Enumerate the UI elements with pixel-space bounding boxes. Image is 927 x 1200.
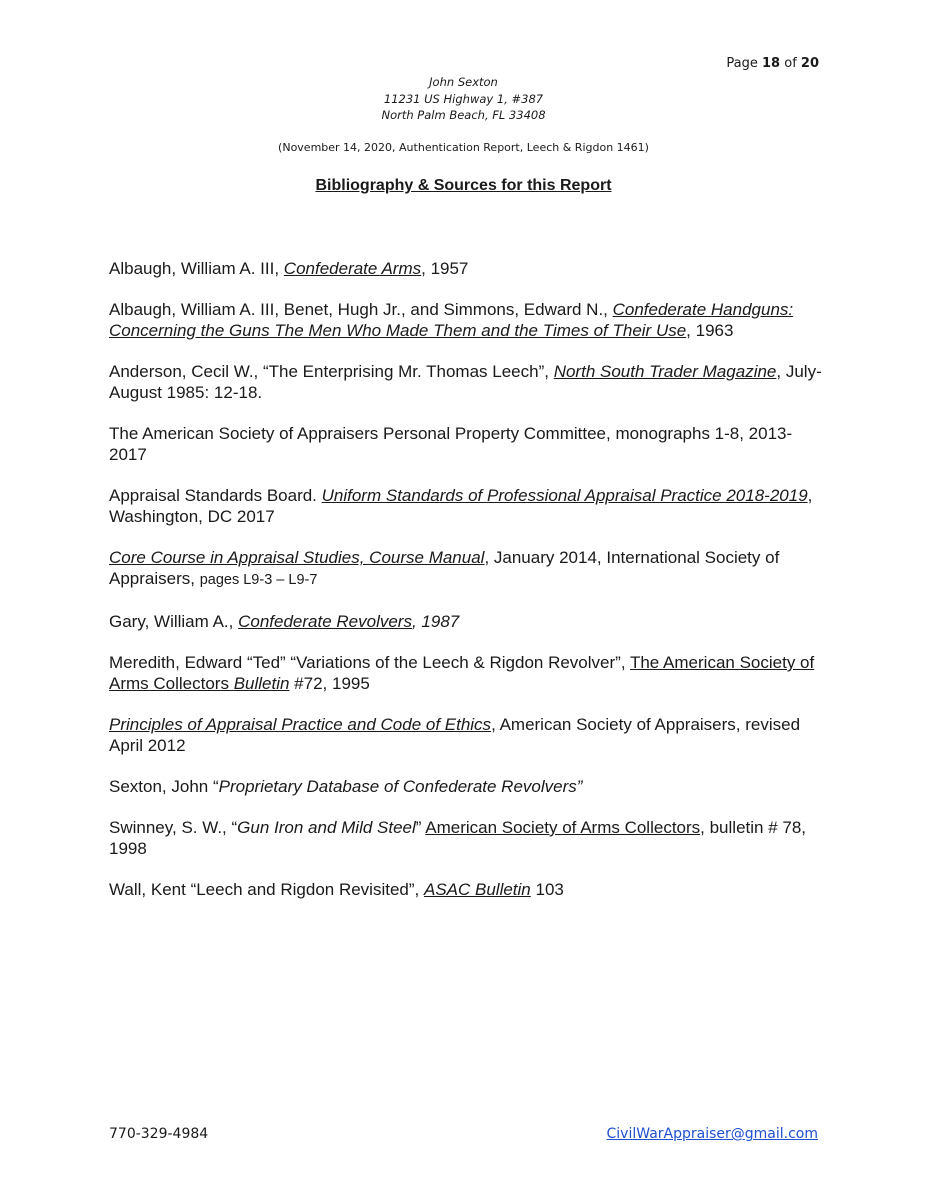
bibliography-entry: Sexton, John “Proprietary Database of Confederate Revolvers”: [109, 777, 583, 796]
report-reference: (November 14, 2020, Authentication Report, Leech & Rigdon 1461): [278, 141, 649, 154]
bibliography-entry: Swinney, S. W., “Gun Iron and Mild Steel” American Society of Arms Collectors, bulletin # 78, 1998: [109, 818, 807, 858]
bibliography-list: [109, 258, 829, 920]
page-number: Page 18 of 20: [726, 56, 819, 71]
bibliography-entry: Albaugh, William A. III, Confederate Arms, 1957: [109, 259, 469, 278]
bibliography-entry: Wall, Kent “Leech and Rigdon Revisited”, ASAC Bulletin 103: [109, 880, 564, 899]
bibliography-entry: Gary, William A., Confederate Revolvers, 1987: [109, 612, 460, 631]
bibliography-entry: Albaugh, William A. III, Benet, Hugh Jr., and Simmons, Edward N., Confederate Handguns: Concerning the Guns The Men Who Made Them and the Times of Their Use, 1963: [109, 300, 794, 340]
bibliography-entry: Principles of Appraisal Practice and Code of Ethics, American Society of Appraisers, revised April 2012: [109, 715, 801, 755]
author-header: [0, 74, 927, 124]
author-address-line2: North Palm Beach, FL 33408: [381, 108, 546, 122]
author-address-line1: 11231 US Highway 1, #387: [383, 91, 544, 106]
bibliography-entry: Meredith, Edward “Ted” “Variations of the Leech & Rigdon Revolver”, The American Society of Arms Collectors Bulletin #72, 1995: [109, 653, 815, 693]
bibliography-entry: Appraisal Standards Board. Uniform Standards of Professional Appraisal Practice 2018-2019, Washington, DC 2017: [109, 486, 813, 526]
footer-email-link[interactable]: CivilWarAppraiser@gmail.com: [606, 1126, 818, 1142]
footer-phone: 770-329-4984: [109, 1126, 209, 1142]
author-name: John Sexton: [429, 75, 498, 89]
bibliography-entry: Core Course in Appraisal Studies, Course Manual, January 2014, International Society of Appraisers, pages L9-3 – L9-7: [109, 548, 780, 588]
bibliography-entry: Anderson, Cecil W., “The Enterprising Mr. Thomas Leech”, North South Trader Magazine, July-August 1985: 12-18.: [109, 362, 822, 402]
page-title: Bibliography & Sources for this Report: [315, 177, 612, 194]
bibliography-entry: The American Society of Appraisers Personal Property Committee, monographs 1-8, 2013-2017: [109, 424, 793, 464]
